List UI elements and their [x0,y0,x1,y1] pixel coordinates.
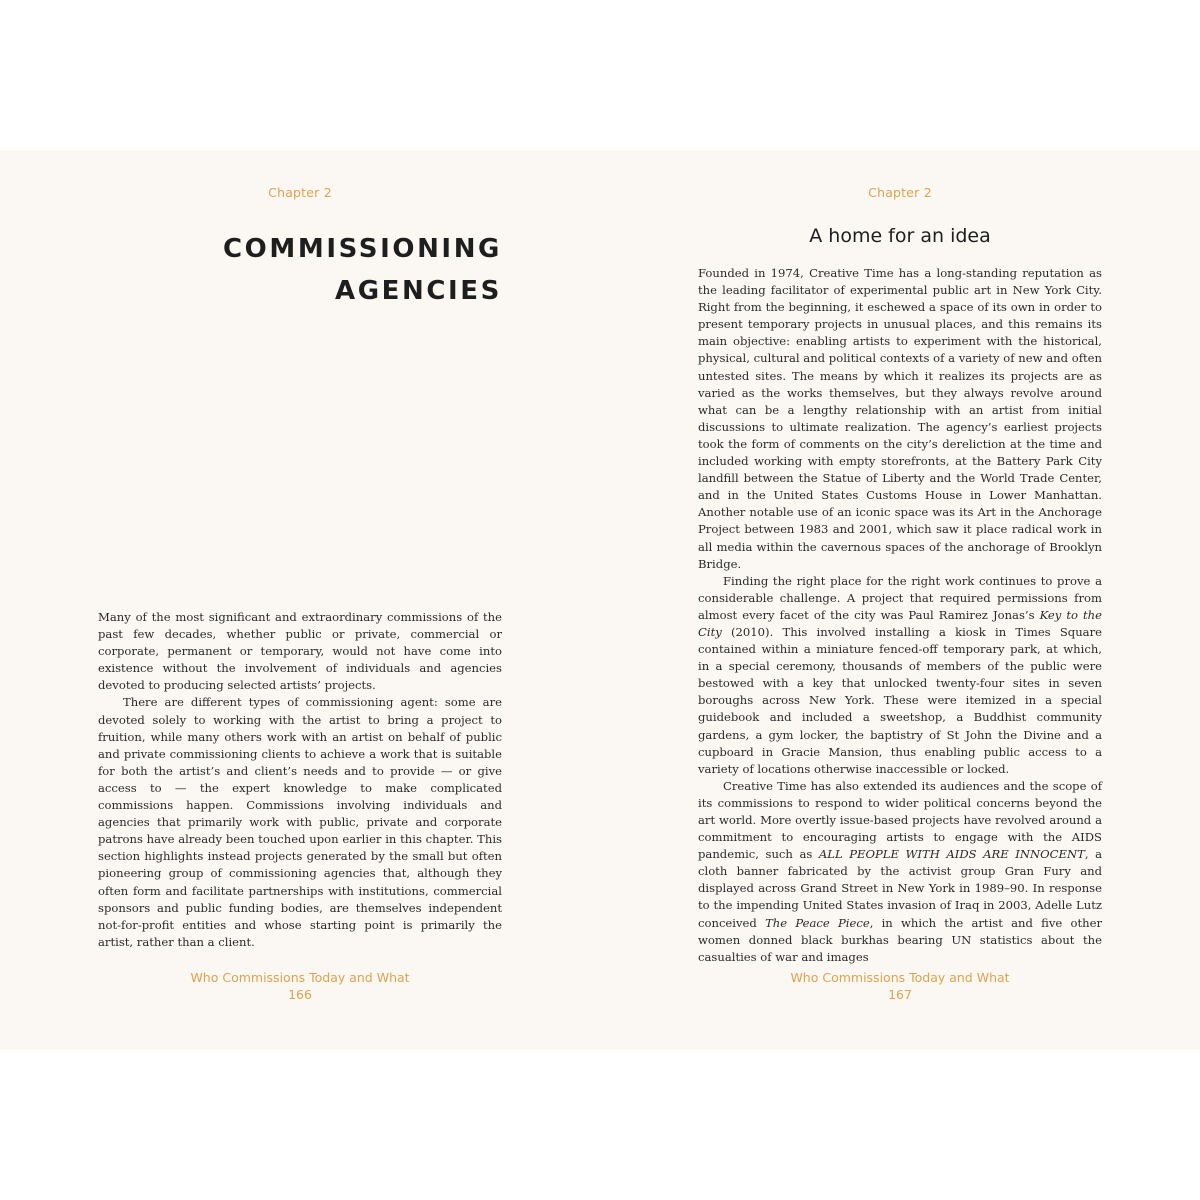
chapter-title-line-1: COMMISSIONING [223,234,502,264]
paragraph: There are different types of commissioning agent: some are devoted solely to working with the artist to bring a project to fruition, while many others work with an artist on behalf of public and private commissioning clients to achieve a work that is suitable for both the artist’s and client’s needs and to provide — or give access to — the expert knowledge to make complicated commissions happen. Commissions involving individuals and agencies that primarily work with public, private and corporate patrons have already been touched upon earlier in this chapter. This section highlights instead projects generated by the small but often pioneering group of commissioning agencies that, although they often form and facilitate partnerships with institutions, commercial sponsors and public funding bodies, are themselves independent not-for-profit entities and whose starting point is primarily the artist, rather than a client. [98,695,502,949]
page-footer [600,969,1200,1003]
paragraph [698,778,1102,966]
page-number: 166 [288,987,312,1002]
text-run: , in which the artist and five other women donned black burkhas bearing UN statistics about the casualties of war and images [698,915,1102,964]
chapter-title-line-2: AGENCIES [334,276,502,306]
left-page [0,150,600,1050]
paragraph [698,573,1102,778]
artwork-title: Key to the City [698,607,1102,639]
book-spread [0,150,1200,1050]
artwork-title: The Peace Piece [765,915,870,930]
paragraph: Many of the most significant and extraordinary commissions of the past few decades, whether public or private, commercial or corporate, permanent or temporary, would not have come into existence without the involvement of individuals and agencies devoted to producing selected artists’ projects. [98,610,502,693]
footer-book-title: Who Commissions Today and What [790,970,1010,985]
text-run: (2010). This involved installing a kiosk in Times Square contained within a miniature fenced-off temporary park, at which, in a special ceremony, thousands of members of the public were bestowed with a key that unlocked twenty-four sites in seven boroughs across New York. These were itemized in a special guidebook and included a sweetshop, a Buddhist community gardens, a gym locker, the baptistry of St John the Divine and a cupboard in Gracie Mansion, thus enabling public access to a variety of locations otherwise inaccessible or locked. [698,624,1102,776]
text-run: Creative Time has also extended its audiences and the scope of its commissions to respond to wider political concerns beyond the art world. More overtly issue-based projects have revolved around a commitment to encouraging artists to engage with the AIDS pandemic, such as [698,778,1102,862]
page-number: 167 [888,987,912,1002]
paragraph: Founded in 1974, Creative Time has a long-standing reputation as the leading facilitator of experimental public art in New York City. Right from the beginning, it eschewed a space of its own in order to present temporary projects in unusual places, and this remains its main objective: enabling artists to experiment with the historical, physical, cultural and political contexts of a variety of new and often untested sites. The means by which it realizes its projects are as varied as the works themselves, but they always revolve around what can be a lengthy relationship with an artist from initial discussions to ultimate realization. The agency’s earliest projects took the form of comments on the city’s dereliction at the time and included working with empty storefronts, at the Battery Park City landfill between the Statue of Liberty and the World Trade Center, and in the United States Customs House in Lower Manhattan. Another notable use of an iconic space was its Art in the Anchorage Project between 1983 and 2001, which saw it place radical work in all media within the cavernous spaces of the anchorage of Brooklyn Bridge. [698,266,1102,571]
right-page [600,150,1200,1050]
page-footer [0,969,600,1003]
footer-book-title: Who Commissions Today and What [190,970,410,985]
text-run: , a cloth banner fabricated by the activist group Gran Fury and displayed across Grand Street in New York in 1989–90. In response to the impending United States invasion of Iraq in 2003, Adelle Lutz conceived [698,847,1102,930]
text-run: Finding the right place for the right work continues to prove a considerable challenge. A project that required permissions from almost every facet of the city was Paul Ramirez Jonas’s [698,573,1102,622]
body-text [698,265,1102,966]
body-text [98,609,502,951]
running-head: Chapter 2 [868,185,932,200]
chapter-title [98,228,502,312]
running-head: Chapter 2 [268,185,332,200]
section-title: A home for an idea [809,225,991,247]
artwork-title: ALL PEOPLE WITH AIDS ARE INNOCENT [818,847,1085,862]
